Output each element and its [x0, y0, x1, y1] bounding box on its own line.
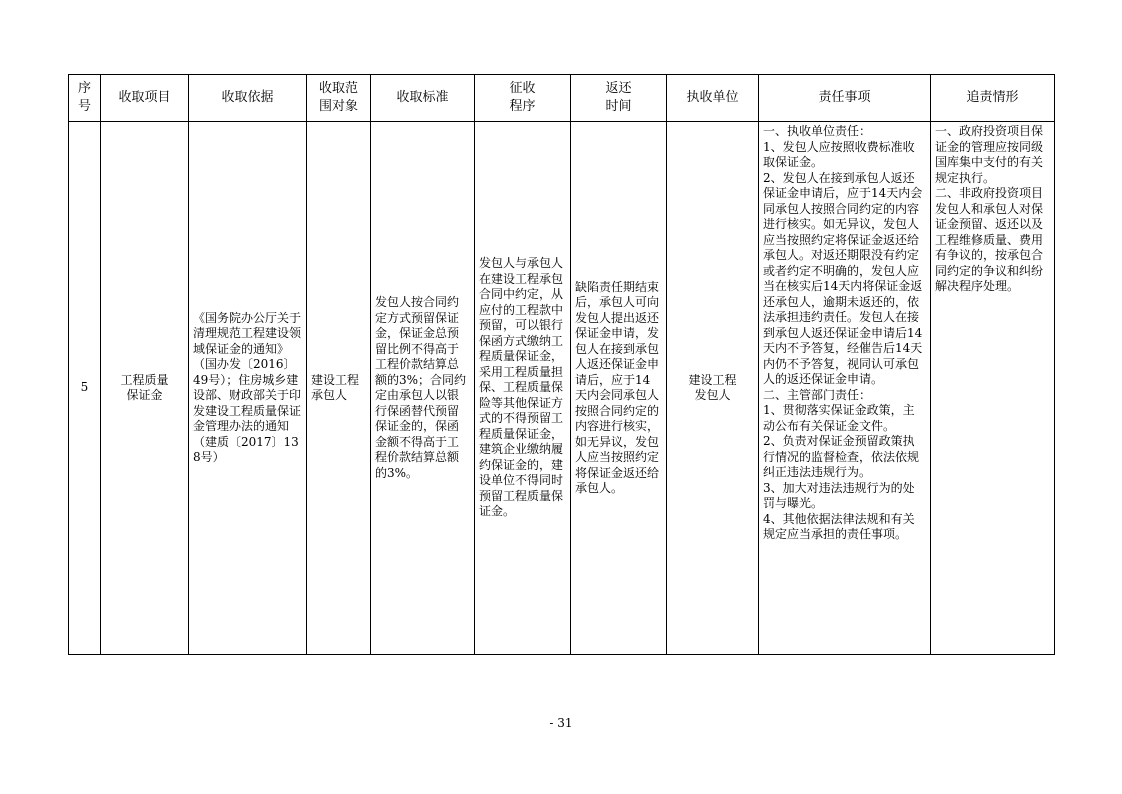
page-number: - 31 [549, 716, 573, 730]
fee-table [68, 74, 1055, 655]
header-scope: 收取范 围对象 [307, 75, 371, 122]
cell-responsibilities: 一、执收单位责任： 1、发包人应按照收费标准收取保证金。 2、发包人在接到承包人返还保证金申请后，应于14天内会同承包人按照合同约定的内容进行核实。如无异议，发包人应当按照约定将保证金返还给承包人。对返还期限没有约定或者约定不明确的，发包人应当在核实后14天内将保证金返还承包人，逾期未返还的，依法承担违约责任。发包人在接到承包人返还保证金申请后14天内不予答复，经催告后14天内仍不予答复，视同认可承包人的返还保证金申请。 二、主管部门责任： 1、贯彻落实保证金政策，主动公布有关保证金文件。 2、负责对保证金预留政策执行情况的监督检查，依法依规纠正违法违规行为。 3、加大对违法违规行为的处罚与曝光。 4、其他依据法律法规和有关规定应当承担的责任事项。 [759, 122, 931, 655]
cell-standard: 发包人按合同约定方式预留保证金，保证金总预留比例不得高于工程价款结算总额的3%；合同约定由承包人以银行保函替代预留保证金的，保函金额不得高于工程价款结算总额的3%。 [371, 122, 475, 655]
cell-index: 5 [69, 122, 101, 655]
cell-accountability: 一、政府投资项目保证金的管理应按同级国库集中支付的有关规定执行。 二、非政府投资项目发包人和承包人对保证金预留、返还以及工程维修质量、费用有争议的，按承包合同约定的争议和纠纷解决程序处理。 [931, 122, 1055, 655]
table-row [69, 122, 1055, 655]
header-item: 收取项目 [101, 75, 189, 122]
header-return-time: 返还 时间 [571, 75, 667, 122]
cell-scope: 建设工程承包人 [307, 122, 371, 655]
header-index: 序 号 [69, 75, 101, 122]
header-standard: 收取标准 [371, 75, 475, 122]
header-row [69, 75, 1055, 122]
header-responsibilities: 责任事项 [759, 75, 931, 122]
cell-unit: 建设工程 发包人 [667, 122, 759, 655]
cell-basis: 《国务院办公厅关于清理规范工程建设领域保证金的通知》（国办发〔2016〕49号）；住房城乡建设部、财政部关于印发建设工程质量保证金管理办法的通知（建质〔2017〕138号） [189, 122, 307, 655]
cell-procedure: 发包人与承包人在建设工程承包合同中约定，从应付的工程款中预留，可以银行保函方式缴纳工程质量保证金，采用工程质量担保、工程质量保险等其他保证方式的不得预留工程质量保证金，建筑企业缴纳履约保证金的，建设单位不得同时预留工程质量保证金。 [475, 122, 571, 655]
header-procedure: 征收 程序 [475, 75, 571, 122]
cell-item: 工程质量 保证金 [101, 122, 189, 655]
header-basis: 收取依据 [189, 75, 307, 122]
header-unit: 执收单位 [667, 75, 759, 122]
header-accountability: 追责情形 [931, 75, 1055, 122]
cell-return-time: 缺陷责任期结束后，承包人可向发包人提出返还保证金申请，发包人在接到承包人返还保证金申请后，应于14天内会同承包人按照合同约定的内容进行核实，如无异议，发包人应当按照约定将保证金返还给承包人。 [571, 122, 667, 655]
